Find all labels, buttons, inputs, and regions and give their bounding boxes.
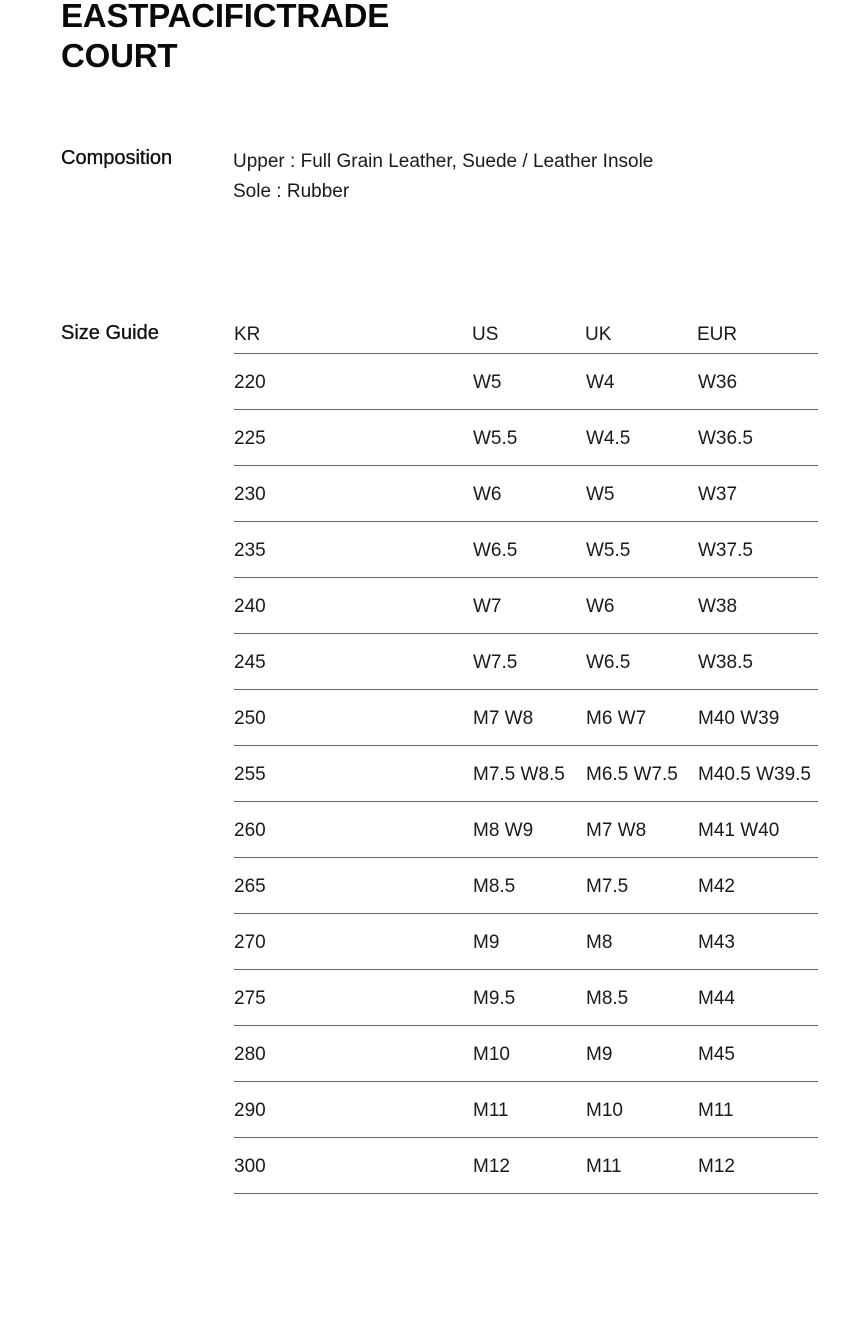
cell-us: W5.5 — [473, 428, 518, 449]
composition-label: Composition — [61, 147, 173, 169]
cell-eur: M43 — [698, 932, 735, 953]
cell-uk: W6.5 — [586, 652, 631, 673]
product-title-line-1: EASTPACIFICTRADE — [61, 0, 390, 34]
table-row — [234, 634, 818, 690]
cell-us: M7.5 W8.5 — [473, 764, 565, 785]
table-row — [234, 970, 818, 1026]
table-row — [234, 1138, 818, 1194]
size-guide-table — [234, 322, 818, 1194]
cell-us: M8.5 — [473, 876, 516, 897]
cell-kr: 225 — [234, 428, 266, 449]
table-row — [234, 802, 818, 858]
cell-us: M8 W9 — [473, 820, 534, 841]
cell-us: M12 — [473, 1156, 510, 1177]
cell-kr: 220 — [234, 372, 266, 393]
composition-upper: Upper : Full Grain Leather, Suede / Leather Insole — [233, 151, 654, 172]
cell-us: M10 — [473, 1044, 510, 1065]
size-guide-label: Size Guide — [61, 322, 159, 344]
cell-uk: M7.5 — [586, 876, 629, 897]
cell-us: W7 — [473, 596, 502, 617]
table-row — [234, 914, 818, 970]
cell-eur: M40 W39 — [698, 708, 780, 729]
cell-uk: M8 — [586, 932, 613, 953]
size-table-header — [234, 322, 818, 354]
cell-eur: M44 — [698, 988, 735, 1009]
product-title-line-2: COURT — [61, 37, 178, 74]
cell-eur: M45 — [698, 1044, 735, 1065]
cell-kr: 275 — [234, 988, 266, 1009]
cell-us: W6.5 — [473, 540, 518, 561]
cell-eur: M12 — [698, 1156, 735, 1177]
cell-uk: M8.5 — [586, 988, 629, 1009]
cell-kr: 230 — [234, 484, 266, 505]
cell-uk: M6.5 W7.5 — [586, 764, 678, 785]
cell-eur: M11 — [698, 1100, 734, 1121]
cell-uk: M11 — [586, 1156, 622, 1177]
composition-details — [233, 147, 653, 207]
cell-kr: 265 — [234, 876, 266, 897]
cell-us: M9 — [473, 932, 500, 953]
product-title — [61, 0, 389, 76]
cell-uk: W4.5 — [586, 428, 631, 449]
size-table-body — [234, 354, 818, 1194]
composition-sole: Sole : Rubber — [233, 181, 350, 202]
cell-eur: W36.5 — [698, 428, 753, 449]
table-row — [234, 690, 818, 746]
cell-us: M11 — [473, 1100, 509, 1121]
header-us: US — [472, 324, 499, 345]
cell-eur: M42 — [698, 876, 735, 897]
table-row — [234, 578, 818, 634]
cell-kr: 280 — [234, 1044, 266, 1065]
cell-us: M7 W8 — [473, 708, 534, 729]
cell-eur: W38 — [698, 596, 738, 617]
cell-uk: M10 — [586, 1100, 623, 1121]
table-row — [234, 522, 818, 578]
cell-eur: W37.5 — [698, 540, 753, 561]
cell-kr: 240 — [234, 596, 266, 617]
cell-us: W6 — [473, 484, 502, 505]
cell-kr: 260 — [234, 820, 266, 841]
table-row — [234, 746, 818, 802]
cell-uk: W4 — [586, 372, 615, 393]
table-row — [234, 1082, 818, 1138]
table-row — [234, 1026, 818, 1082]
cell-kr: 250 — [234, 708, 266, 729]
cell-kr: 255 — [234, 764, 266, 785]
cell-eur: W36 — [698, 372, 738, 393]
table-row — [234, 410, 818, 466]
table-row — [234, 354, 818, 410]
cell-kr: 300 — [234, 1156, 266, 1177]
cell-kr: 270 — [234, 932, 266, 953]
cell-uk: M6 W7 — [586, 708, 647, 729]
cell-us: W5 — [473, 372, 502, 393]
cell-kr: 245 — [234, 652, 266, 673]
cell-uk: M9 — [586, 1044, 613, 1065]
cell-eur: W38.5 — [698, 652, 753, 673]
cell-eur: W37 — [698, 484, 738, 505]
cell-eur: M41 W40 — [698, 820, 780, 841]
cell-uk: M7 W8 — [586, 820, 647, 841]
cell-eur: M40.5 W39.5 — [698, 764, 811, 785]
cell-kr: 290 — [234, 1100, 266, 1121]
header-uk: UK — [585, 324, 612, 345]
cell-uk: W5 — [586, 484, 615, 505]
cell-us: M9.5 — [473, 988, 516, 1009]
header-kr: KR — [234, 324, 261, 345]
cell-kr: 235 — [234, 540, 266, 561]
cell-uk: W5.5 — [586, 540, 631, 561]
cell-uk: W6 — [586, 596, 615, 617]
table-row — [234, 466, 818, 522]
table-row — [234, 858, 818, 914]
cell-us: W7.5 — [473, 652, 518, 673]
header-eur: EUR — [697, 324, 738, 345]
